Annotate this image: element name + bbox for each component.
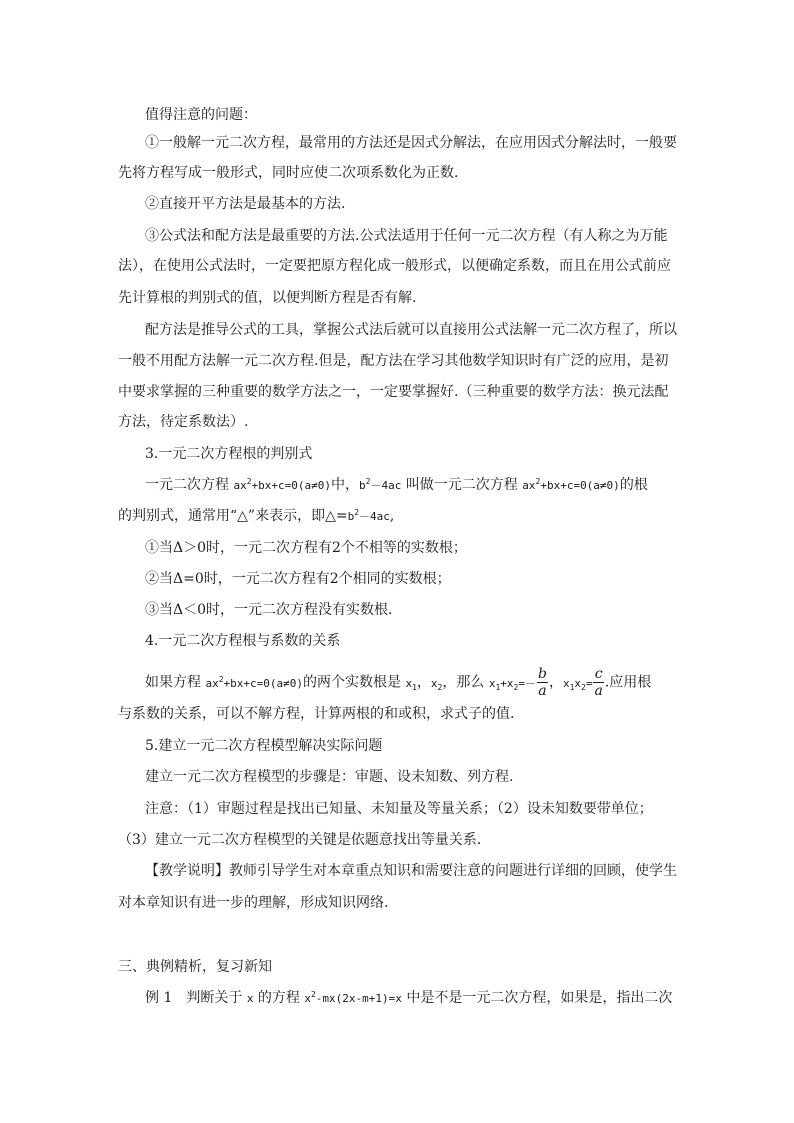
math-term: x (574, 676, 582, 690)
fraction-c-over-a (593, 666, 603, 699)
math-term: ax (233, 479, 247, 492)
text-line: 对本章知识有进一步的理解，形成知识网络. (118, 895, 389, 911)
sum-of-roots (489, 677, 536, 690)
text-line: 法），在使用公式法时，一定要把原方程化成一般形式，以便确定系数，而且在用公式前应 (118, 258, 671, 274)
example-line (145, 988, 672, 1008)
math-term: b (359, 479, 366, 492)
section-heading: 3.一元二次方程根的判别式 (145, 446, 313, 462)
note-heading: 值得注意的问题： (145, 107, 257, 123)
text-line: ①一般解一元二次方程，最常用的方法还是因式分解法，在应用因式分解法时，一般要 (145, 135, 677, 151)
subscript: 1 (569, 682, 575, 692)
math-term: x (430, 676, 438, 690)
subscript: 1 (495, 682, 501, 692)
math-term: ax (205, 676, 219, 690)
text: 中， (331, 477, 360, 493)
teaching-note: 【教学说明】教师引导学生对本章重点知识和需要注意的问题进行详细的回顾，使学生 (145, 863, 677, 879)
math-term: -mx(2x-m+1)=x (315, 992, 402, 1005)
text: 叫做一元二次方程 (401, 477, 523, 493)
superscript: 2 (535, 477, 541, 486)
math-term: x (506, 676, 514, 690)
text: ， (416, 674, 431, 691)
list-item: ②当Δ=0时，一元二次方程有2个相同的实数根； (145, 571, 451, 587)
subscript: 2 (581, 682, 586, 692)
superscript: 2 (246, 477, 252, 486)
vieta-line (145, 666, 652, 699)
math-term: ax (522, 479, 536, 492)
math-term: + (500, 676, 507, 690)
text: 如果方程 (145, 674, 206, 691)
example-label: 例 1 (145, 990, 173, 1006)
discriminant-line (145, 475, 648, 495)
text: 的根 (619, 477, 648, 493)
text: ， (548, 674, 563, 691)
discriminant-line-2 (118, 506, 394, 526)
text: ，那么 (442, 674, 489, 691)
text-line: 一般不用配方法解一元二次方程.但是，配方法在学习其他数学知识时有广泛的应用，是初 (118, 353, 669, 369)
text-line: 中要求掌握的三种重要的数学方法之一，一定要掌握好.（三种重要的数学方法：换元法配 (118, 384, 669, 400)
text: .应用根 (604, 674, 652, 691)
math-term: = (585, 676, 593, 690)
superscript: 2 (365, 477, 371, 486)
math-term: +bx+c=0(a≠0) (540, 479, 620, 492)
text-line: 建立一元二次方程模型的步骤是：审题、设未知数、列方程. (145, 769, 514, 785)
text: , (389, 508, 395, 524)
section-heading: 4.一元二次方程根与系数的关系 (145, 633, 341, 649)
section-heading: 5.建立一元二次方程模型解决实际问题 (145, 738, 383, 754)
equation (205, 674, 304, 690)
numerator: c (594, 666, 603, 682)
text-line: 先计算根的判别式的值，以便判断方程是否有解. (118, 290, 417, 306)
text: 判断关于 (186, 990, 247, 1006)
section-title: 三、典例精析，复习新知 (118, 959, 272, 975)
math-term: +bx+c=0(a≠0) (251, 479, 332, 492)
text-line: 与系数的关系，可以不解方程，计算两根的和或积，求式子的值. (118, 706, 515, 722)
root-x2 (431, 677, 442, 690)
text-line: ②直接开平方法是最基本的方法. (145, 196, 346, 212)
product-of-roots (563, 677, 593, 690)
equation (233, 479, 331, 492)
math-term: －4ac (370, 479, 402, 492)
numerator: b (537, 666, 547, 682)
superscript: 2 (218, 674, 224, 684)
text-line: 方法，待定系数法）. (118, 414, 249, 430)
subscript: 2 (513, 682, 519, 692)
text-line: ③公式法和配方法是最重要的方法.公式法适用于任何一元二次方程（有人称之为万能 (145, 228, 668, 244)
variable: x (246, 992, 254, 1005)
math-term: －4ac (359, 510, 390, 523)
text: 的两个实数根是 (303, 674, 406, 691)
math-term: b (347, 510, 355, 523)
denominator: a (538, 683, 547, 699)
math-term: x (562, 676, 570, 690)
text-line: 先将方程写成一般形式，同时应使二次项系数化为正数. (118, 165, 459, 181)
superscript: 2 (310, 990, 316, 999)
text-line: 配方法是推导公式的工具，掌握公式法后就可以直接用公式法解一元二次方程了，所以 (145, 322, 677, 338)
math-term: +bx+c=0(a≠0) (223, 676, 304, 690)
math-term: =－ (518, 676, 536, 690)
equation (304, 992, 402, 1005)
math-term: x (488, 676, 496, 690)
superscript: 2 (354, 508, 360, 517)
fraction-b-over-a (537, 666, 548, 699)
text: 中是不是一元二次方程，如果是，指出二次 (401, 990, 673, 1006)
equation (522, 479, 620, 492)
root-x1 (405, 677, 416, 690)
text: 的方程 (253, 990, 305, 1006)
text: 一元二次方程 (145, 477, 234, 493)
denominator: a (594, 683, 603, 699)
discriminant-expr (348, 510, 390, 523)
text: 的判别式，通常用“△”来表示，即△= (118, 508, 348, 524)
text-line: 注意：（1）审题过程是找出已知量、未知量及等量关系；（2）设未知数要带单位； (145, 801, 653, 817)
list-item: ③当Δ＜0时，一元二次方程没有实数根. (145, 602, 393, 618)
subscript: 1 (412, 682, 417, 692)
math-term: x (304, 992, 311, 1005)
list-item: ①当Δ＞0时，一元二次方程有2个不相等的实数根； (145, 540, 467, 556)
text-line: （3）建立一元二次方程模型的关键是依题意找出等量关系. (118, 832, 482, 848)
discriminant-expr (359, 479, 401, 492)
math-term: x (405, 676, 413, 690)
subscript: 2 (437, 682, 443, 692)
